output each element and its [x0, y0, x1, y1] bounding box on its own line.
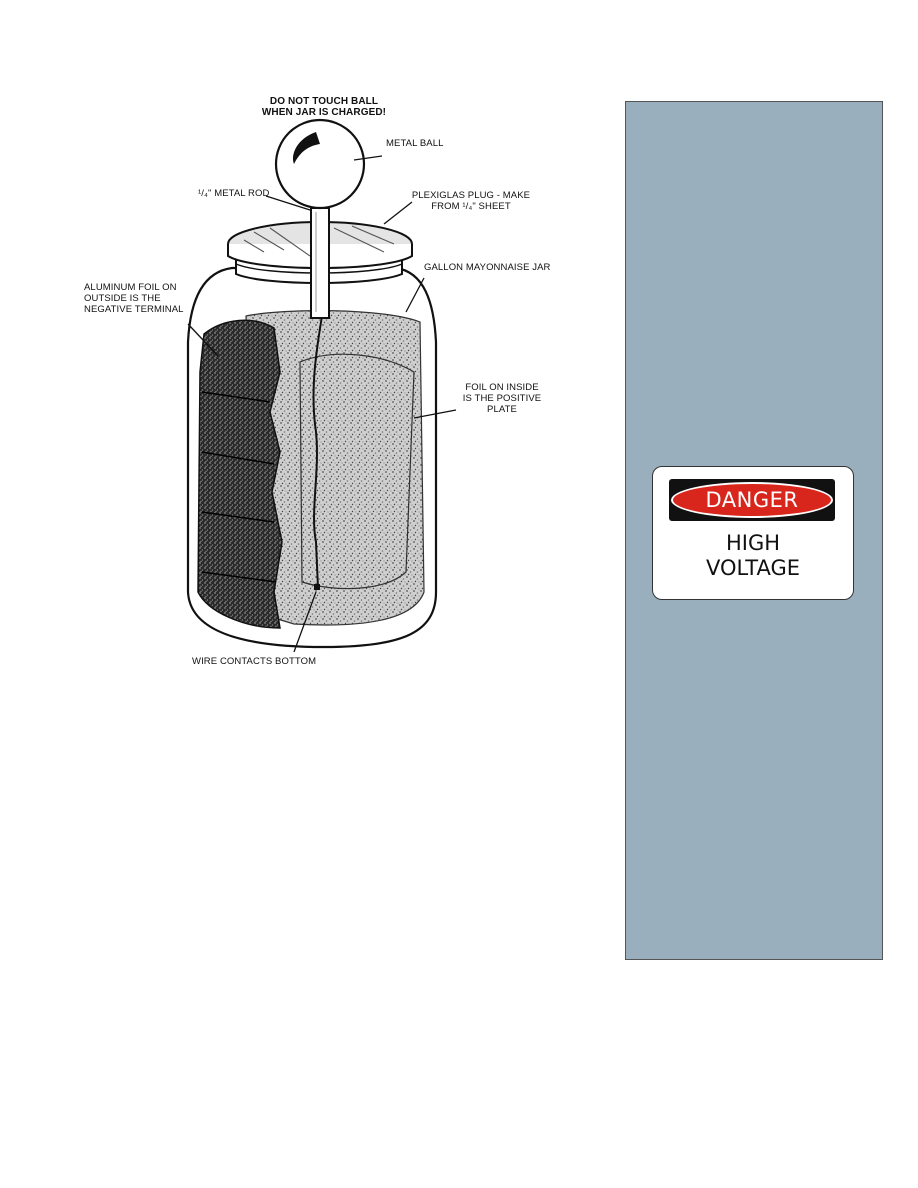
danger-header: DANGER: [705, 488, 799, 512]
wire-label: WIRE CONTACTS BOTTOM: [192, 656, 317, 667]
metal-ball: [276, 120, 364, 208]
outer-foil-label: ALUMINUM FOIL ON OUTSIDE IS THE NEGATIVE TERMINAL: [84, 282, 184, 315]
hazard-text: [653, 531, 853, 581]
warning-label: DO NOT TOUCH BALL WHEN JAR IS CHARGED!: [261, 96, 387, 118]
jar-drawing: [84, 72, 562, 668]
side-panel: [625, 101, 883, 960]
jar-label: GALLON MAYONNAISE JAR: [424, 262, 551, 273]
danger-oval: [671, 482, 833, 518]
hazard-line-2: VOLTAGE: [705, 556, 801, 580]
plug-label: PLEXIGLAS PLUG - MAKE FROM ¹/₄" SHEET: [411, 190, 531, 212]
metal-rod: [311, 208, 329, 318]
hazard-line-1: HIGH: [725, 531, 781, 555]
metal-rod-label: ¹/₄" METAL ROD: [198, 188, 270, 199]
leyden-jar-illustration: [84, 72, 562, 668]
danger-header-band: [669, 479, 835, 521]
metal-ball-label: METAL BALL: [386, 138, 444, 149]
inner-foil-label: FOIL ON INSIDE IS THE POSITIVE PLATE: [462, 382, 542, 415]
danger-sign: [652, 466, 854, 600]
